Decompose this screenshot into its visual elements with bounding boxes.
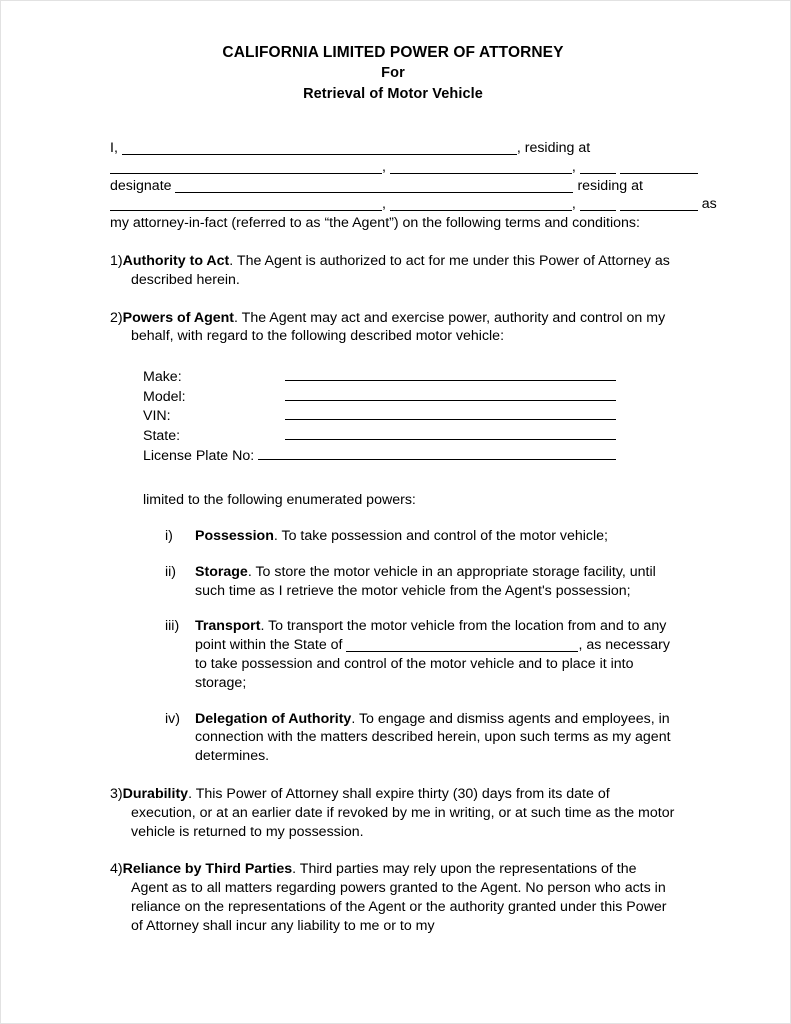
power-item-possession [165, 527, 680, 546]
intro-line-agent-address [110, 195, 717, 214]
title-line-primary: CALIFORNIA LIMITED POWER OF ATTORNEY [222, 44, 564, 61]
intro-line-principal [110, 139, 676, 158]
clause-1-heading: Authority to Act [122, 252, 230, 269]
vehicle-field-license-plate [143, 447, 616, 467]
intro-paragraph [110, 139, 717, 233]
vehicle-field-license-plate-label: License Plate No: [143, 447, 255, 464]
vehicle-field-model [143, 388, 616, 408]
clause-2-heading: Powers of Agent [122, 309, 235, 326]
comma-4: , [571, 196, 576, 213]
power-item-possession-body [195, 527, 680, 546]
clause-4-number: 4) [110, 861, 123, 878]
clause-2-text: . The Agent may act and exercise power, authority and control on my behalf, with regard to the following described motor vehicle: [131, 309, 666, 345]
agent-residing-label: residing at [577, 177, 643, 194]
power-item-transport-heading: Transport [195, 618, 261, 635]
clause-3-number: 3) [110, 785, 123, 802]
power-item-storage-body [195, 563, 680, 601]
principal-street-blank[interactable] [110, 160, 382, 174]
power-item-transport-text-after: , as necessary to take possession and control of the motor vehicle and to place it into storage; [195, 637, 670, 691]
intro-line-principal-address [110, 158, 676, 177]
agent-state-blank[interactable] [580, 197, 616, 211]
document-content [110, 42, 717, 935]
vehicle-field-state-label: State: [143, 427, 181, 444]
vehicle-field-vin [143, 407, 616, 427]
agent-street-blank[interactable] [110, 197, 382, 211]
power-item-transport-numeral: iii) [165, 618, 180, 635]
enumerated-powers-list [165, 527, 680, 766]
power-item-storage-numeral: ii) [165, 563, 177, 580]
vehicle-field-model-label: Model: [143, 388, 186, 405]
power-item-delegation-body [195, 710, 680, 766]
clause-1-number: 1) [110, 252, 123, 269]
power-item-possession-text: . To take possession and control of the motor vehicle; [273, 527, 608, 544]
clause-3-text: . This Power of Attorney shall expire thirty (30) days from its date of execution, or at an earlier date if revoked by me in writing, or at such time as the motor vehicle is returned to my possession. [131, 785, 675, 840]
comma-3: , [382, 196, 386, 213]
agent-name-blank[interactable] [175, 179, 573, 193]
agent-city-blank[interactable] [390, 197, 572, 211]
vehicle-field-model-input[interactable] [285, 388, 616, 401]
principal-name-blank[interactable] [122, 141, 517, 155]
intro-closing-text: my attorney-in-fact (referred to as “the Agent”) on the following terms and conditions: [110, 215, 640, 232]
vehicle-fields-group [143, 368, 616, 466]
power-item-transport-body [195, 617, 680, 692]
power-item-possession-heading: Possession [195, 527, 274, 544]
principal-zip-blank[interactable] [620, 160, 698, 174]
clause-4-heading: Reliance by Third Parties [122, 861, 293, 878]
agent-zip-blank[interactable] [620, 197, 698, 211]
comma-2: , [571, 158, 576, 175]
vehicle-field-state-input[interactable] [285, 427, 616, 440]
power-item-transport [165, 617, 680, 692]
clause-3-heading: Durability [122, 785, 189, 802]
principal-residing-label: , residing at [516, 140, 591, 156]
title-line-subject: Retrieval of Motor Vehicle [303, 86, 483, 102]
power-item-delegation-heading: Delegation of Authority [195, 710, 352, 727]
designate-label: designate [110, 177, 172, 194]
comma-1: , [382, 158, 386, 175]
transport-state-blank[interactable] [346, 638, 578, 652]
intro-line-agent [110, 177, 676, 196]
vehicle-field-vin-input[interactable] [285, 407, 616, 420]
principal-city-blank[interactable] [390, 160, 572, 174]
vehicle-field-state [143, 427, 616, 447]
power-item-delegation-numeral: iv) [165, 710, 180, 727]
as-label: as [701, 196, 717, 213]
vehicle-field-license-plate-input[interactable] [258, 447, 616, 460]
title-line-for: For [381, 65, 405, 81]
power-item-transport-text-before: . To transport the motor vehicle from the location from and to any point within the State of [195, 618, 667, 654]
limited-powers-intro: limited to the following enumerated powers: [143, 492, 416, 509]
clause-2-number: 2) [110, 309, 123, 326]
power-item-storage [165, 563, 680, 601]
power-item-delegation [165, 710, 680, 766]
vehicle-field-make-input[interactable] [285, 368, 616, 381]
vehicle-field-make [143, 368, 616, 388]
principal-state-blank[interactable] [580, 160, 616, 174]
vehicle-field-make-label: Make: [143, 369, 182, 386]
clause-durability [110, 785, 676, 841]
tail-clauses [110, 785, 676, 936]
clause-powers-of-agent [110, 309, 676, 347]
power-item-possession-numeral: i) [165, 527, 173, 544]
i-label: I, [110, 140, 118, 156]
power-item-storage-heading: Storage [195, 563, 248, 580]
clause-4-text: . Third parties may rely upon the representations of the Agent as to all matters regarding powers granted to the Agent. No person who acts in reliance on the representations of the Agent or the authority granted under this Power of Attorney shall incur any liability to me or to my [131, 861, 667, 934]
power-item-delegation-text: . To engage and dismiss agents and employees, in connection with the matters described herein, upon such terms as my agent determines. [195, 710, 671, 765]
document-title [110, 42, 676, 105]
clause-1-text: . The Agent is authorized to act for me under this Power of Attorney as described herein. [131, 252, 670, 288]
clause-authority-to-act [110, 252, 676, 290]
power-item-storage-text: . To store the motor vehicle in an appropriate storage facility, until such time as I retrieve the motor vehicle from the Agent's possession; [195, 563, 656, 599]
clause-reliance-by-third-parties [110, 860, 676, 935]
vehicle-field-vin-label: VIN: [143, 408, 171, 425]
